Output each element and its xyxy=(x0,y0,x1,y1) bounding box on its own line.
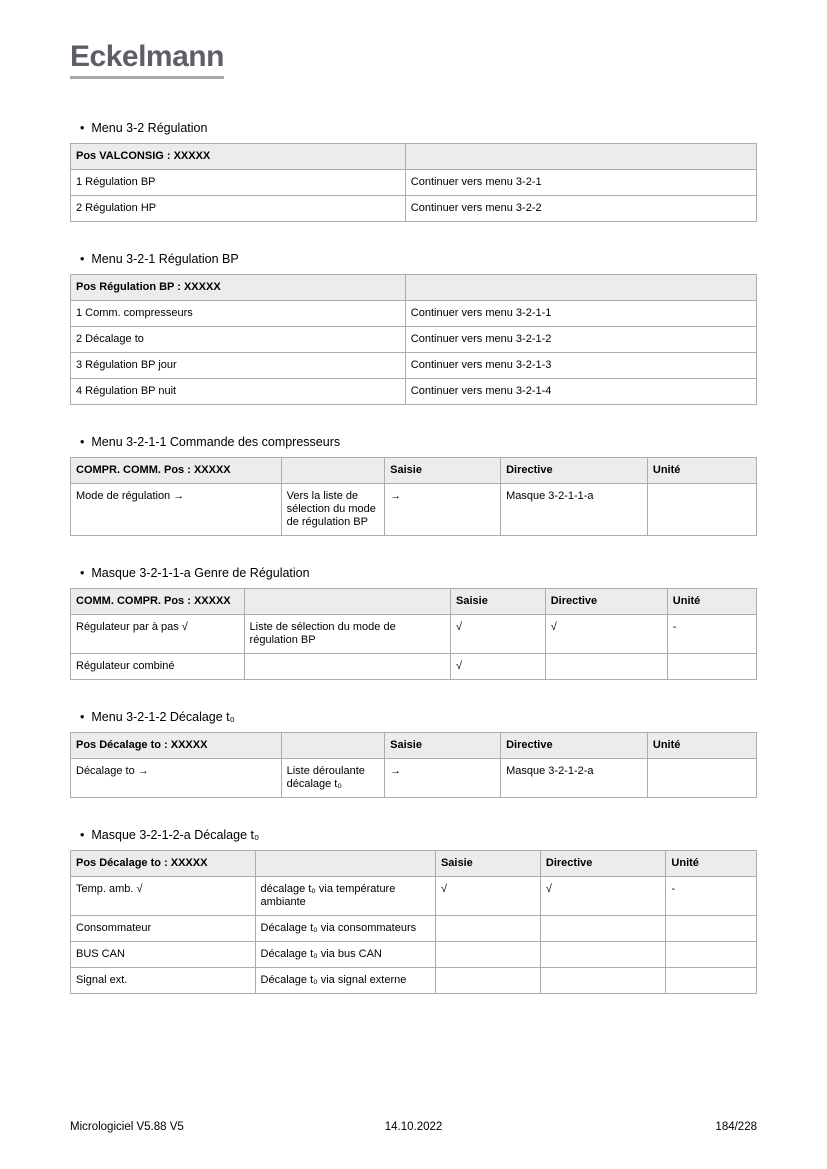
table-row xyxy=(71,968,757,994)
section-heading xyxy=(80,828,757,842)
table-header-row xyxy=(71,589,757,615)
bullet-icon: • xyxy=(80,710,85,724)
table-cell: → xyxy=(385,759,501,798)
column-header: COMM. COMPR. Pos : XXXXX xyxy=(71,589,245,615)
table-cell: √ xyxy=(540,877,666,916)
table-cell xyxy=(540,968,666,994)
eckelmann-logo-text: Eckelmann xyxy=(70,42,224,79)
column-header: Pos VALCONSIG : XXXXX xyxy=(71,144,406,170)
section-menu-3-2-1 xyxy=(70,252,757,405)
section-masque-3-2-1-2-a xyxy=(70,828,757,994)
page-footer xyxy=(70,1120,757,1134)
table-menu-3-2-1-1 xyxy=(70,457,757,536)
table-masque-3-2-1-1-a xyxy=(70,588,757,680)
column-header: Saisie xyxy=(451,589,546,615)
section-heading-text: Menu 3-2-1-2 Décalage t₀ xyxy=(91,710,235,724)
table-cell xyxy=(667,654,756,680)
column-header: COMPR. COMM. Pos : XXXXX xyxy=(71,458,282,484)
section-heading-text: Menu 3-2-1-1 Commande des compresseurs xyxy=(91,435,341,449)
table-masque-3-2-1-2-a xyxy=(70,850,757,994)
table-cell: décalage t₀ via température ambiante xyxy=(255,877,435,916)
table-cell xyxy=(647,759,756,798)
table-cell: Vers la liste de sélection du mode de régulation BP xyxy=(281,484,385,536)
table-cell: Signal ext. xyxy=(71,968,256,994)
bullet-icon: • xyxy=(80,435,85,449)
section-heading xyxy=(80,121,757,135)
table-cell: 1 Régulation BP xyxy=(71,170,406,196)
column-header: Directive xyxy=(545,589,667,615)
table-header-row xyxy=(71,144,757,170)
section-menu-3-2-1-1 xyxy=(70,435,757,536)
table-cell: Régulateur par à pas √ xyxy=(71,615,245,654)
column-header: Directive xyxy=(501,733,648,759)
table-cell xyxy=(244,654,450,680)
table-cell: Masque 3-2-1-1-a xyxy=(501,484,648,536)
table-body xyxy=(71,301,757,405)
table-head xyxy=(71,458,757,484)
table-cell: Liste déroulante décalage t₀ xyxy=(281,759,385,798)
table-cell xyxy=(540,916,666,942)
table-cell xyxy=(545,654,667,680)
table-cell: Continuer vers menu 3-2-1 xyxy=(405,170,756,196)
section-heading xyxy=(80,252,757,266)
table-row xyxy=(71,615,757,654)
column-header xyxy=(255,851,435,877)
column-header xyxy=(281,733,385,759)
table-head xyxy=(71,851,757,877)
table-cell: BUS CAN xyxy=(71,942,256,968)
column-header: Pos Décalage to : XXXXX xyxy=(71,733,282,759)
table-cell: → xyxy=(385,484,501,536)
table-cell: Mode de régulation → xyxy=(71,484,282,536)
table-menu-3-2-1 xyxy=(70,274,757,405)
table-head xyxy=(71,144,757,170)
table-cell: Continuer vers menu 3-2-1-4 xyxy=(405,379,756,405)
table-cell: Décalage t₀ via signal externe xyxy=(255,968,435,994)
table-cell: Liste de sélection du mode de régulation BP xyxy=(244,615,450,654)
table-cell: 1 Comm. compresseurs xyxy=(71,301,406,327)
table-row xyxy=(71,877,757,916)
column-header: Directive xyxy=(501,458,648,484)
table-cell: Temp. amb. √ xyxy=(71,877,256,916)
table-menu-3-2-1-2 xyxy=(70,732,757,798)
table-cell: 3 Régulation BP jour xyxy=(71,353,406,379)
table-cell: √ xyxy=(451,615,546,654)
column-header xyxy=(244,589,450,615)
table-head xyxy=(71,733,757,759)
table-body xyxy=(71,170,757,222)
section-heading xyxy=(80,710,757,724)
table-body xyxy=(71,484,757,536)
table-row xyxy=(71,916,757,942)
table-row xyxy=(71,484,757,536)
table-cell: - xyxy=(667,615,756,654)
table-cell: 2 Régulation HP xyxy=(71,196,406,222)
footer-version: Micrologiciel V5.88 V5 xyxy=(70,1121,184,1133)
table-cell: Décalage t₀ via bus CAN xyxy=(255,942,435,968)
table-cell xyxy=(435,942,540,968)
table-cell: Continuer vers menu 3-2-1-1 xyxy=(405,301,756,327)
column-header: Unité xyxy=(647,458,756,484)
table-row xyxy=(71,654,757,680)
table-menu-3-2 xyxy=(70,143,757,222)
table-cell: √ xyxy=(545,615,667,654)
table-cell: Décalage to → xyxy=(71,759,282,798)
table-cell: Continuer vers menu 3-2-2 xyxy=(405,196,756,222)
table-cell: Continuer vers menu 3-2-1-3 xyxy=(405,353,756,379)
table-cell xyxy=(666,968,757,994)
section-heading xyxy=(80,566,757,580)
column-header xyxy=(405,275,756,301)
table-cell: Masque 3-2-1-2-a xyxy=(501,759,648,798)
column-header: Unité xyxy=(666,851,757,877)
column-header: Saisie xyxy=(435,851,540,877)
section-heading-text: Masque 3-2-1-2-a Décalage t₀ xyxy=(91,828,260,842)
table-cell: √ xyxy=(435,877,540,916)
bullet-icon: • xyxy=(80,252,85,266)
table-cell: Décalage t₀ via consommateurs xyxy=(255,916,435,942)
table-row xyxy=(71,327,757,353)
column-header: Pos Régulation BP : XXXXX xyxy=(71,275,406,301)
table-cell xyxy=(666,942,757,968)
table-cell: 2 Décalage to xyxy=(71,327,406,353)
table-cell: √ xyxy=(451,654,546,680)
section-heading-text: Menu 3-2-1 Régulation BP xyxy=(91,252,239,266)
table-row xyxy=(71,942,757,968)
table-cell: - xyxy=(666,877,757,916)
table-header-row xyxy=(71,275,757,301)
table-cell: Régulateur combiné xyxy=(71,654,245,680)
table-header-row xyxy=(71,458,757,484)
section-heading-text: Menu 3-2 Régulation xyxy=(91,121,208,135)
column-header xyxy=(405,144,756,170)
column-header: Directive xyxy=(540,851,666,877)
table-row xyxy=(71,170,757,196)
table-row xyxy=(71,759,757,798)
footer-date: 14.10.2022 xyxy=(384,1121,443,1133)
table-header-row xyxy=(71,733,757,759)
table-body xyxy=(71,877,757,994)
section-heading-text: Masque 3-2-1-1-a Genre de Régulation xyxy=(91,566,310,580)
table-cell xyxy=(435,968,540,994)
column-header: Saisie xyxy=(385,733,501,759)
table-body xyxy=(71,615,757,680)
table-cell: Continuer vers menu 3-2-1-2 xyxy=(405,327,756,353)
column-header: Saisie xyxy=(385,458,501,484)
table-header-row xyxy=(71,851,757,877)
table-row xyxy=(71,379,757,405)
table-head xyxy=(71,589,757,615)
section-masque-3-2-1-1-a xyxy=(70,566,757,680)
footer-page-number: 184/228 xyxy=(715,1121,757,1133)
column-header: Unité xyxy=(647,733,756,759)
eckelmann-logo xyxy=(70,42,757,79)
table-head xyxy=(71,275,757,301)
section-menu-3-2-1-2 xyxy=(70,710,757,798)
section-heading xyxy=(80,435,757,449)
bullet-icon: • xyxy=(80,566,85,580)
section-menu-3-2 xyxy=(70,121,757,222)
table-cell: Consommateur xyxy=(71,916,256,942)
column-header: Unité xyxy=(667,589,756,615)
bullet-icon: • xyxy=(80,121,85,135)
column-header xyxy=(281,458,385,484)
table-row xyxy=(71,301,757,327)
table-cell xyxy=(540,942,666,968)
table-cell: 4 Régulation BP nuit xyxy=(71,379,406,405)
table-body xyxy=(71,759,757,798)
table-cell xyxy=(435,916,540,942)
table-row xyxy=(71,196,757,222)
table-cell xyxy=(666,916,757,942)
bullet-icon: • xyxy=(80,828,85,842)
column-header: Pos Décalage to : XXXXX xyxy=(71,851,256,877)
table-cell xyxy=(647,484,756,536)
table-row xyxy=(71,353,757,379)
